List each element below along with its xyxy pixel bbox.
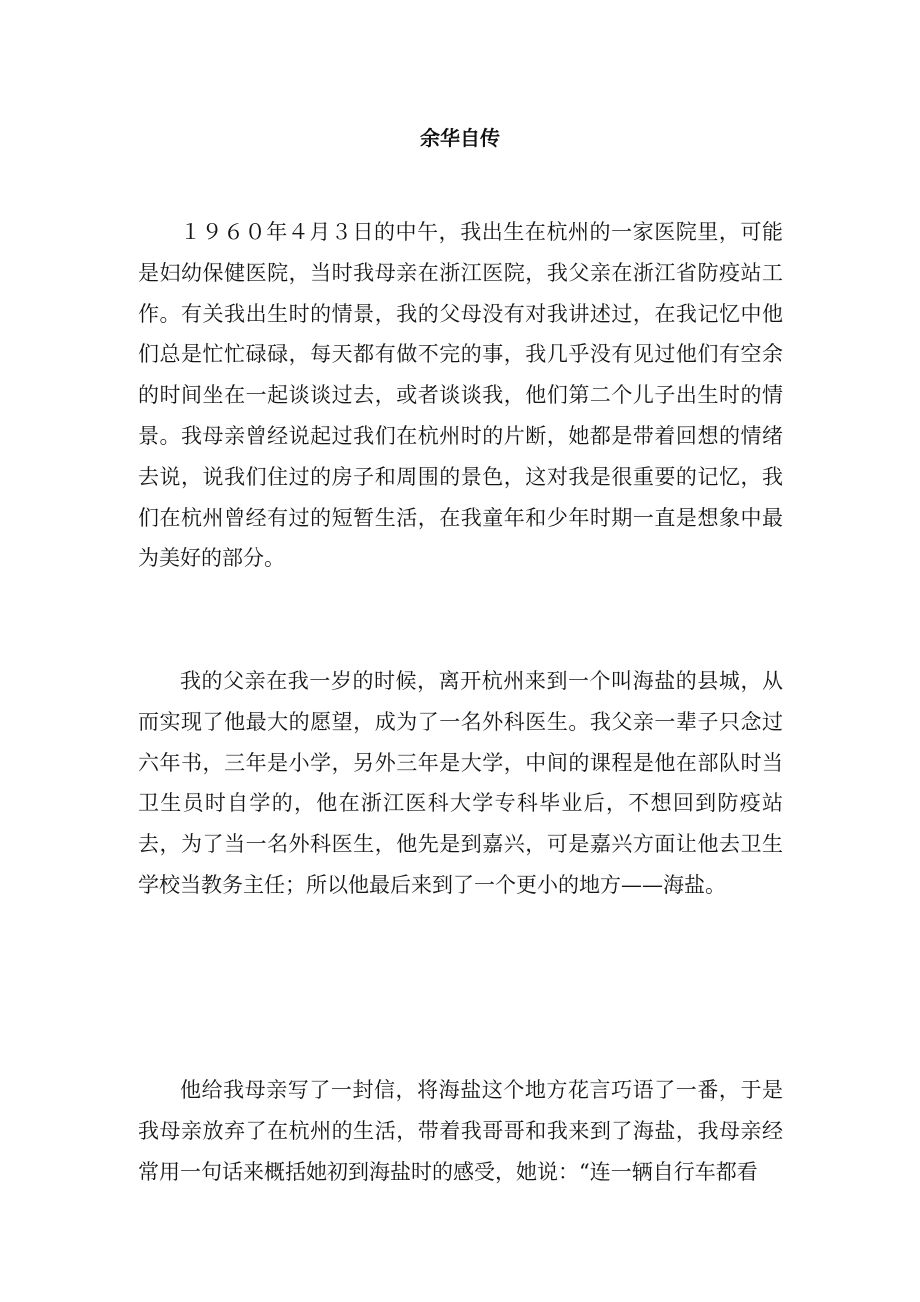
document-title: 余华自传 [420, 126, 500, 150]
paragraph-letter: 他给我母亲写了一封信，将海盐这个地方花言巧语了一番，于是我母亲放弃了在杭州的生活，带着我哥哥和我来到了海盐，我母亲经常用一句话来概括她初到海盐时的感受，她说：“连一辆自行车都看 [138, 1078, 783, 1184]
paragraph-father: 我的父亲在我一岁的时候，离开杭州来到一个叫海盐的县城，从而实现了他最大的愿望，成为了一名外科医生。我父亲一辈子只念过六年书，三年是小学，另外三年是大学，中间的课程是他在部队时当卫生员时自学的，他在浙江医科大学专科毕业后，不想回到防疫站去，为了当一名外科医生，他先是到嘉兴，可是嘉兴方面让他去卫生学校当教务主任；所以他最后来到了一个更小的地方——海盐。 [138, 669, 783, 897]
paragraph-birth: １９６０年４月３日的中午，我出生在杭州的一家医院里，可能是妇幼保健医院，当时我母亲在浙江医院，我父亲在浙江省防疫站工作。有关我出生时的情景，我的父母没有对我讲述过，在我记忆中他们总是忙忙碌碌，每天都有做不完的事，我几乎没有见过他们有空余的时间坐在一起谈谈过去，或者谈谈我，他们第二个儿子出生时的情景。我母亲曾经说起过我们在杭州时的片断，她都是带着回想的情绪去说，说我们住过的房子和周围的景色，这对我是很重要的记忆，我们在杭州曾经有过的短暂生活，在我童年和少年时期一直是想象中最为美好的部分。 [138, 220, 783, 571]
